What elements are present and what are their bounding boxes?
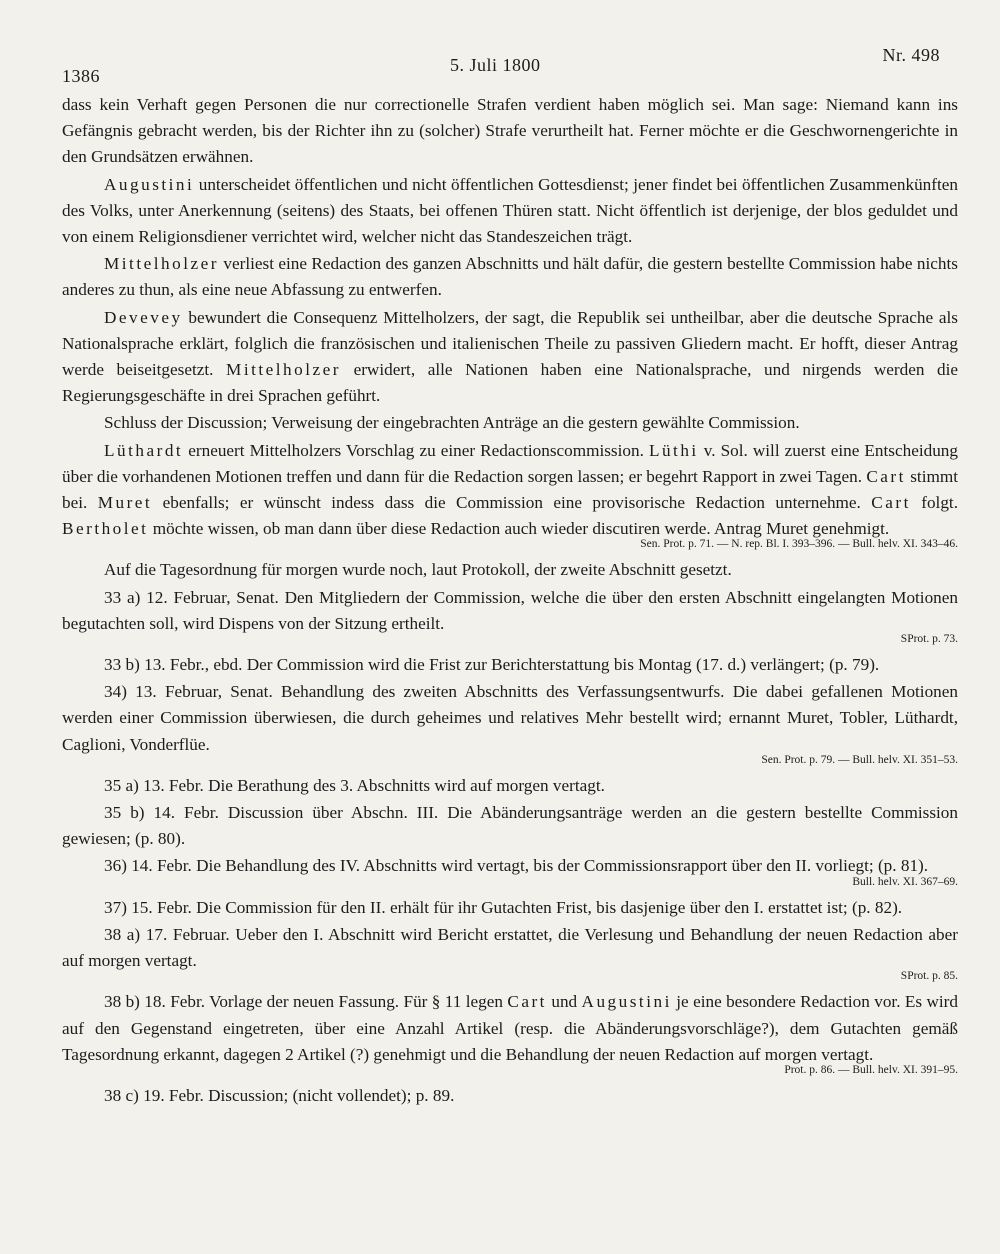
speaker-name: Augustini: [104, 174, 195, 194]
paragraph-text: erneuert Mittelholzers Vorschlag zu einer Redactionscommission.: [183, 440, 649, 460]
speaker-name: Cart: [507, 992, 547, 1012]
paragraph-text: stimmt bei.: [62, 466, 958, 513]
speaker-name: Lüthardt: [104, 440, 184, 460]
entry-38c: 38 c) 19. Febr. Discussion; (nicht vollendet); p. 89.: [104, 1085, 455, 1105]
paragraph-schluss: Schluss der Discussion; Verweisung der eingebrachten Anträge an die gestern gewählte Commission.: [104, 413, 800, 433]
entry-34: 34) 13. Februar, Senat. Behandlung des zweiten Abschnitts des Verfassungsentwurfs. Die dabei gefallenen Motionen werden einer Commission überwiesen, die durch geheimes und relatives Mehr bestellt wird; ernannt Muret, Tobler, Lüthardt, Caglioni, Vonderflüe.: [62, 682, 958, 754]
page-number: 1386: [62, 66, 100, 86]
paragraph-augustini: [62, 172, 958, 251]
speaker-name: Lüthi: [648, 440, 699, 460]
source-reference: SProt. p. 73.: [900, 633, 958, 646]
paragraph-luethardt: [62, 438, 958, 543]
speaker-name: Augustini: [581, 992, 672, 1012]
speaker-name: Cart: [871, 493, 911, 513]
paragraph-text: 38 b) 18. Febr. Vorlage der neuen Fassung. Für § 11 legen: [104, 992, 508, 1012]
source-reference: Sen. Prot. p. 71. — N. rep. Bl. I. 393–396. — Bull. helv. XI. 343–46.: [640, 538, 958, 551]
source-reference: Sen. Prot. p. 79. — Bull. helv. XI. 351–53.: [761, 753, 958, 766]
entry-35a: 35 a) 13. Febr. Die Berathung des 3. Abschnitts wird auf morgen vertagt.: [104, 775, 605, 795]
speaker-name: Cart: [866, 466, 906, 486]
source-reference: SProt. p. 85.: [900, 970, 958, 983]
paragraph-text: ebenfalls; er wünscht indess dass die Commission eine provisorische Redaction unternehme.: [152, 493, 872, 513]
paragraph-text: bewundert die Consequenz Mittelholzers, der sagt, die Republik sei untheilbar, aber die deutsche Sprache als Nationalsprache erklärt, folglich die französischen und italienischen Theile zu passiven Gliedern macht. Er hofft, dieser Antrag werde beiseitgesetzt.: [62, 307, 958, 380]
entry-37: 37) 15. Febr. Die Commission für den II. erhält für ihr Gutachten Frist, bis dasjenige über den I. erstattet ist; (p. 82).: [104, 897, 903, 917]
paragraph-text: v. Sol. will zuerst eine Entscheidung über die vorhandenen Motionen treffen und dann für die Redaction sorgen lassen; er begehrt Rapport in zwei Tagen.: [62, 440, 958, 486]
paragraph-text: und: [546, 992, 582, 1012]
paragraph-text: je eine besondere Redaction vor. Es wird auf den Gegenstand eingetreten, über eine Anzahl Artikel (resp. die Abänderungsvorschläge?), dem Gutachten gemäß Tagesordnung erkannt, dagegen 2 Artikel (?) genehmigt und die Behandlung der neuen Redaction auf morgen vertagt.: [62, 992, 959, 1064]
entry-35b: 35 b) 14. Febr. Discussion über Abschn. III. Die Abänderungsanträge werden an die gestern bestellte Commission gewiesen; (p. 80).: [62, 803, 958, 849]
document-body: [62, 92, 958, 1110]
document-number: Nr. 498: [882, 45, 940, 65]
source-reference: Bull. helv. XI. 367–69.: [852, 875, 958, 888]
speaker-name: Mittelholzer: [226, 360, 341, 380]
source-reference: Prot. p. 86. — Bull. helv. XI. 391–95.: [784, 1063, 958, 1076]
paragraph-text: erwidert, alle Nationen haben eine Nationalsprache, und nirgends werden die Regierungsgeschäfte in drei Sprachen geführt.: [62, 360, 958, 406]
speaker-name: Devevey: [104, 307, 183, 327]
speaker-name: Mittelholzer: [104, 254, 219, 274]
paragraph-mittelholzer: [62, 251, 958, 303]
speaker-name: Muret: [97, 493, 153, 513]
speaker-name: Bertholet: [62, 519, 149, 539]
entry-36: 36) 14. Febr. Die Behandlung des IV. Abschnitts wird vertagt, bis der Commissionsrapport über den II. vorliegt; (p. 81).: [104, 856, 929, 876]
paragraph-text: verliest eine Redaction des ganzen Abschnitts und hält dafür, die gestern bestellte Commission habe nichts anderes zu thun, als eine neue Abfassung zu entwerfen.: [62, 254, 958, 300]
paragraph-text: unterscheidet öffentlichen und nicht öffentlichen Gottesdienst; jener findet bei öffentlichen Zusammenkünften des Volks, unter Anerkennung (seitens) des Staats, bei offenen Thüren statt. Nicht öffentlich ist derjenige, der blos geduldet und von einem Religionsdiener verrichtet wird, welcher nicht das Standeszeichen trägt.: [62, 174, 958, 247]
paragraph-devevey: [62, 305, 958, 410]
page-date: 5. Juli 1800: [450, 55, 541, 75]
paragraph-1: dass kein Verhaft gegen Personen die nur correctionelle Strafen verdient haben möglich sei. Man sage: Niemand kann ins Gefängnis gebracht werden, bis der Richter ihn zu (solcher) Strafe verurtheilt hat. Ferner möchte er die Geschwornengerichte in den Grundsätzen erwähnen.: [62, 95, 958, 167]
entry-33a: 33 a) 12. Februar, Senat. Den Mitgliedern der Commission, welche die über den ersten Abschnitt eingelangten Motionen begutachten soll, wird Dispens von der Sitzung ertheilt.: [62, 587, 958, 633]
paragraph-text: folgt.: [910, 493, 958, 513]
entry-38a: 38 a) 17. Februar. Ueber den I. Abschnitt wird Bericht erstattet, die Verlesung und Behandlung der neuen Redaction aber auf morgen vertagt.: [62, 924, 958, 971]
entry-33b: 33 b) 13. Febr., ebd. Der Commission wird die Frist zur Berichterstattung bis Montag (17. d.) verlängert; (p. 79).: [104, 655, 880, 675]
paragraph-tagesordnung: Auf die Tagesordnung für morgen wurde noch, laut Protokoll, der zweite Abschnitt gesetzt.: [104, 560, 732, 580]
paragraph-text: möchte wissen, ob man dann über diese Redaction auch wieder discutiren werde. Antrag Muret genehmigt.: [148, 519, 890, 539]
entry-38b: [62, 989, 958, 1068]
